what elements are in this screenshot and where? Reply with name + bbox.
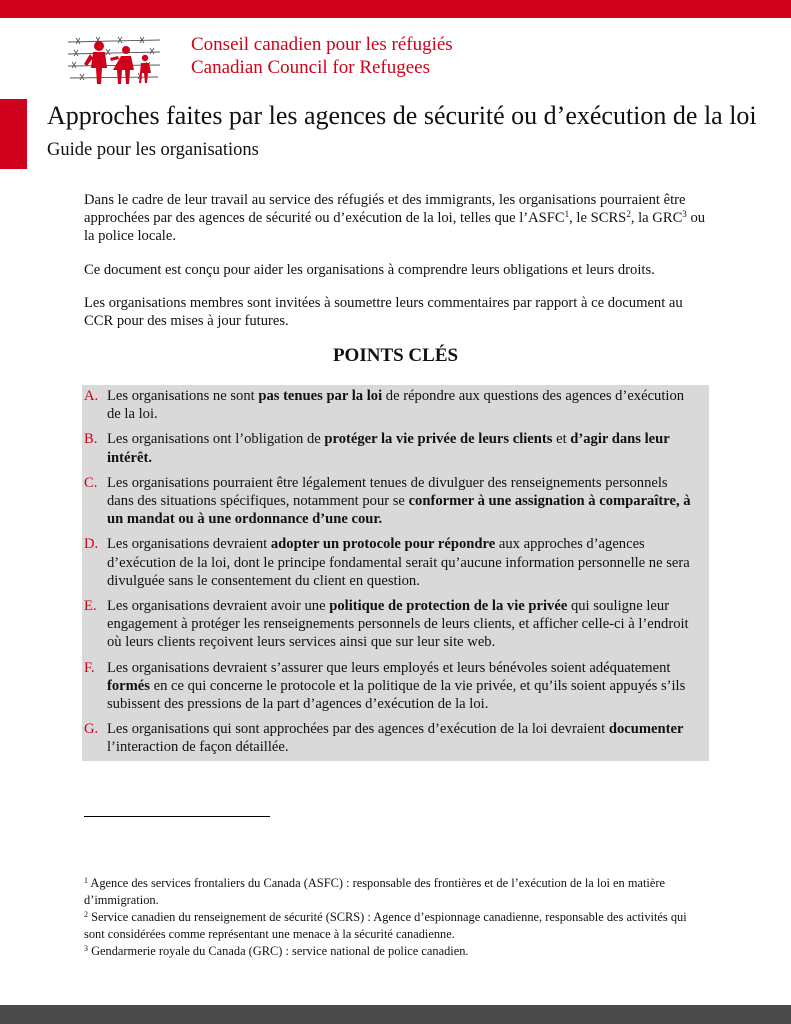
org-names — [191, 33, 453, 79]
key-point-g — [84, 720, 695, 756]
key-point-b — [84, 430, 695, 466]
key-point-text: Les organisations devraient adopter un protocole pour répondre aux approches d’agences d’exécution de la loi, dont le principe fondamental serait qu’aucune information personnelle ne sera divulguée sans le consentement du client en question. — [107, 536, 690, 589]
key-point-a — [84, 387, 695, 423]
key-point-text: Les organisations ont l’obligation de protéger la vie privée de leurs clients et d’agir dans leur intérêt. — [107, 431, 670, 466]
key-point-letter: G. — [84, 721, 99, 738]
key-point-letter: A. — [84, 388, 99, 404]
bottom-bar — [0, 1005, 791, 1024]
key-point-text: Les organisations devraient avoir une politique de protection de la vie privée qui souligne leur engagement à protéger les renseignements personnels de leurs clients, et afficher celle-ci à l’endroit où leurs clients reçoivent leurs services ainsi que sur leur site web. — [107, 598, 689, 651]
key-point-letter: B. — [84, 431, 98, 448]
key-point-f — [84, 659, 695, 714]
footnote-3: $^3$ Gendarmerie royale du Canada (GRC) : service national de police canadien. — [84, 944, 469, 959]
key-point-e — [84, 597, 695, 652]
intro-paragraph-2: Ce document est conçu pour aider les organisations à comprendre leurs obligations et leurs droits. — [84, 261, 655, 278]
key-point-text: Les organisations devraient s’assurer que leurs employés et leurs bénévoles soient adéquatement formés en ce qui concerne le protocole et la politique de la vie privée, et qu’ils soient appuyés s’ils subissent des pressions de la part d’agences d’exécution de la loi. — [107, 659, 686, 713]
org-name-en: Canadian Council for Refugees — [191, 57, 431, 78]
footnote-2: $^2$ Service canadien du renseignement de sécurité (SCRS) : Agence d’espionnage canadienne, responsable des activités qui sont considérées comme représentant une menace à la sécurité canadienne. — [84, 910, 687, 941]
footnote-ref-1: 1 — [564, 209, 570, 220]
key-point-text: Les organisations ne sont pas tenues par la loi de répondre aux questions des agences d’exécution de la loi. — [107, 388, 685, 423]
key-point-d — [84, 535, 695, 590]
top-accent-bar — [0, 0, 791, 18]
footnotes — [84, 875, 709, 961]
key-point-letter: E. — [84, 598, 97, 615]
key-points-list — [84, 387, 695, 757]
key-points-box — [82, 385, 709, 761]
intro-paragraph-3: Les organisations membres sont invitées à soumettre leurs commentaires par rapport à ce document au CCR pour des mises à jour futures. — [84, 294, 683, 330]
key-points-heading: POINTS CLÉS — [332, 345, 459, 366]
footnote-1: $^1$ Agence des services frontaliers du Canada (ASFC) : responsable des frontières et de l’exécution de la loi en matière d’immigration. — [84, 876, 665, 907]
ccr-logo-icon — [66, 32, 162, 88]
org-name-fr: Conseil canadien pour les réfugiés — [191, 34, 453, 55]
footnote-ref-2: 2 — [626, 209, 631, 220]
page-title: Approches faites par les agences de sécurité ou d’exécution de la loi — [47, 101, 757, 130]
key-point-text: Les organisations pourraient être légalement tenues de divulguer des renseignements personnels dans des situations spécifiques, notamment pour se conformer à une assignation à comparaître, à un mandat ou à une ordonnance d’une cour. — [107, 474, 691, 528]
key-point-letter: C. — [84, 474, 98, 491]
intro-paragraph-1: Dans le cadre de leur travail au service des réfugiés et des immigrants, les organisations pourraient être approchées par des agences de sécurité ou d’exécution de la loi, telles que l’ASFC$^1$, le SCRS$^2$, la GRC$^3$ ou la police locale. — [84, 192, 706, 245]
footnote-separator — [84, 816, 270, 817]
intro-section — [84, 191, 706, 345]
key-point-letter: D. — [84, 536, 99, 553]
key-point-letter: F. — [84, 659, 95, 676]
page-subtitle: Guide pour les organisations — [47, 140, 259, 160]
footnote-ref-3: 3 — [682, 209, 687, 220]
side-accent-tab — [0, 99, 27, 169]
key-point-text: Les organisations qui sont approchées par des agences d’exécution de la loi devraient documenter l’interaction de façon détaillée. — [107, 721, 684, 756]
key-point-c — [84, 474, 695, 529]
